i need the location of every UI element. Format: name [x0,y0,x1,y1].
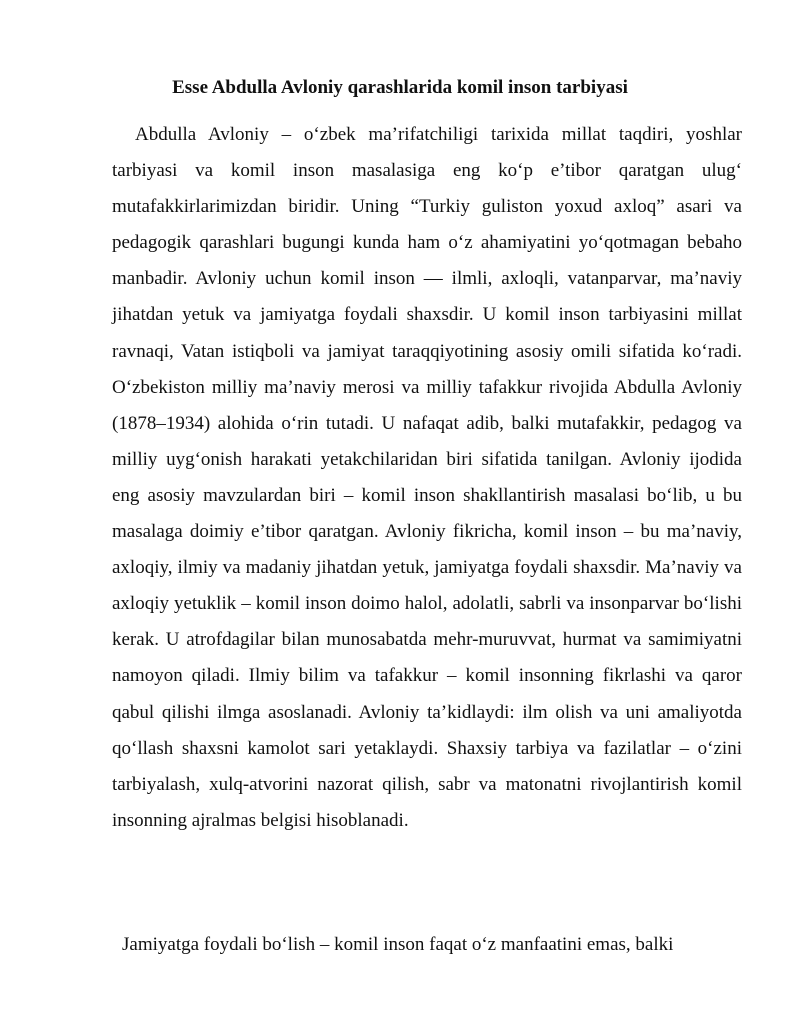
document-title: Esse Abdulla Avloniy qarashlarida komil inson tarbiyasi [172,77,628,98]
paragraph-1: Abdulla Avloniy – o‘zbek ma’rifatchiligi tarixida millat taqdiri, yoshlar tarbiyasi va komil inson masalasiga eng ko‘p e’tibor qaratgan ulug‘ mutafakkirlarimizdan biridir. Uning “Turkiy guliston yoxud axloq” asari va pedagogik qarashlari bugungi kunda ham o‘z ahamiyatini yo‘qotmagan bebaho manbadir. Avloniy uchun komil inson — ilmli, axloqli, vatanparvar, ma’naviy jihatdan yetuk va jamiyatga foydali shaxsdir. U komil inson tarbiyasini millat ravnaqi, Vatan istiqboli va jamiyat taraqqiyotining asosiy omili sifatida ko‘radi. O‘zbekiston milliy ma’naviy merosi va milliy tafakkur rivojida Abdulla Avloniy (1878–1934) alohida o‘rin tutadi. U nafaqat adib, balki mutafakkir, pedagog va milliy uyg‘onish harakati yetakchilaridan biri sifatida tanilgan. Avloniy ijodida eng asosiy mavzulardan biri – komil inson shakllantirish masalasi bo‘lib, u bu masalaga doimiy e’tibor qaratgan. Avloniy fikricha, komil inson – bu ma’naviy, axloqiy, ilmiy va madaniy jihatdan yetuk, jamiyatga foydali shaxsdir. Ma’naviy va axloqiy yetuklik – komil inson doimo halol, adolatli, sabrli va insonparvar bo‘lishi kerak. U atrofdagilar bilan munosabatda mehr-muruvvat, hurmat va samimiyatni namoyon qiladi. Ilmiy bilim va tafakkur – komil insonning fikrlashi va qaror qabul qilishi ilmga asoslanadi. Avloniy ta’kidlaydi: ilm olish va uni amaliyotda qo‘llash shaxsni kamolot sari yetaklaydi. Shaxsiy tarbiya va fazilatlar – o‘zini tarbiyalash, xulq-atvorini nazorat qilish, sabr va matonatni rivojlantirish komil insonning ajralmas belgisi hisoblanadi. [112,124,742,831]
paragraph-2: Jamiyatga foydali bo‘lish – komil inson faqat o‘z manfaatini emas, balki [122,934,674,955]
